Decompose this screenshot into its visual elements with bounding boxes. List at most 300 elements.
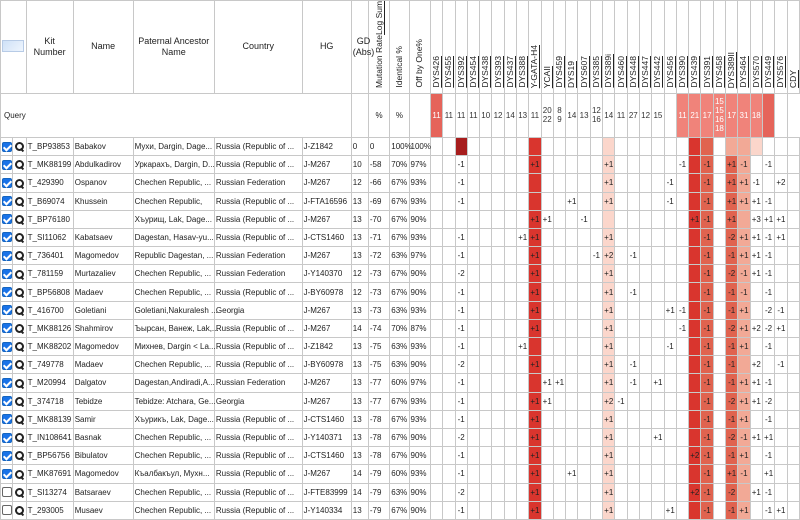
marker-diff-cell (627, 428, 639, 446)
table-row[interactable] (1, 156, 800, 174)
marker-diff-cell (443, 374, 455, 392)
identical-cell: 60% (390, 374, 409, 392)
magnifier-icon[interactable] (15, 197, 24, 206)
marker-diff-cell (775, 410, 787, 428)
row-checkbox[interactable] (2, 160, 12, 170)
row-checkbox[interactable] (2, 396, 12, 406)
marker-diff-cell: +1 (603, 301, 615, 319)
row-checkbox[interactable] (2, 433, 12, 443)
hg-header[interactable] (302, 1, 351, 94)
table-row[interactable] (1, 174, 800, 192)
marker-diff-cell (726, 137, 738, 155)
mutation-rate-cell: -75 (368, 338, 389, 356)
table-row[interactable] (1, 356, 800, 374)
marker-header-dys385[interactable] (590, 1, 602, 94)
marker-diff-cell (787, 501, 799, 519)
select-cell[interactable] (1, 374, 13, 392)
marker-diff-cell (553, 410, 565, 428)
details-cell[interactable] (12, 483, 26, 501)
marker-diff-cell: +1 (603, 156, 615, 174)
row-checkbox[interactable] (2, 287, 12, 297)
query-value-dys393 (492, 93, 504, 137)
magnifier-icon[interactable] (15, 451, 24, 460)
marker-diff-cell (529, 174, 541, 192)
marker-diff-cell: +1 (750, 483, 762, 501)
row-checkbox[interactable] (2, 178, 12, 188)
magnifier-icon[interactable] (15, 379, 24, 388)
marker-diff-cell (639, 228, 651, 246)
marker-diff-cell (762, 174, 774, 192)
marker-diff-cell (787, 228, 799, 246)
row-checkbox[interactable] (2, 305, 12, 315)
marker-diff-cell (664, 410, 676, 428)
marker-diff-cell: +1 (603, 447, 615, 465)
select-cell[interactable] (1, 210, 13, 228)
marker-diff-cell (676, 174, 688, 192)
row-checkbox[interactable] (2, 469, 12, 479)
marker-diff-cell (787, 283, 799, 301)
marker-diff-cell (603, 210, 615, 228)
off-by-one-cell: 100% (409, 137, 430, 155)
mutation-rate-cell: -74 (368, 319, 389, 337)
marker-diff-cell (566, 356, 578, 374)
magnifier-icon[interactable] (15, 233, 24, 242)
table-row[interactable] (1, 210, 800, 228)
select-cell[interactable] (1, 356, 13, 374)
marker-header-dys607[interactable] (578, 1, 590, 94)
name-cell: Shahmirov (73, 319, 133, 337)
name-header[interactable] (73, 1, 133, 94)
gd-cell: 13 (351, 338, 368, 356)
table-row[interactable] (1, 410, 800, 428)
magnifier-icon[interactable] (15, 342, 24, 351)
select-cell[interactable] (1, 283, 13, 301)
select-cell[interactable] (1, 338, 13, 356)
marker-label: DYS449 (763, 56, 774, 88)
marker-diff-cell: -1 (762, 228, 774, 246)
select-cell[interactable] (1, 428, 13, 446)
details-cell[interactable] (12, 210, 26, 228)
marker-diff-cell (541, 465, 553, 483)
query-value: 11 (444, 110, 454, 120)
magnifier-icon[interactable] (15, 270, 24, 279)
marker-diff-cell (713, 428, 725, 446)
mutation-rate-cell: -72 (368, 247, 389, 265)
marker-diff-cell (652, 392, 664, 410)
marker-diff-cell (541, 483, 553, 501)
magnifier-icon[interactable] (15, 215, 24, 224)
marker-diff-cell (467, 319, 479, 337)
details-cell[interactable] (12, 156, 26, 174)
magnifier-icon[interactable] (15, 251, 24, 260)
marker-diff-cell: -1 (726, 338, 738, 356)
hg-cell: J-M267 (302, 374, 351, 392)
marker-diff-cell (750, 501, 762, 519)
marker-header-dys438[interactable] (480, 1, 492, 94)
header-row (1, 1, 800, 94)
details-cell[interactable] (12, 356, 26, 374)
marker-diff-cell: +1 (738, 174, 750, 192)
table-row[interactable] (1, 228, 800, 246)
details-cell[interactable] (12, 228, 26, 246)
marker-header-dys458[interactable] (713, 1, 725, 94)
row-checkbox[interactable] (2, 269, 12, 279)
details-cell[interactable] (12, 338, 26, 356)
marker-diff-cell (553, 447, 565, 465)
marker-diff-cell (750, 301, 762, 319)
identical-header[interactable] (390, 1, 409, 94)
country-cell: Russia (Republic of ... (214, 465, 302, 483)
table-row[interactable] (1, 301, 800, 319)
row-checkbox[interactable] (2, 360, 12, 370)
table-row[interactable] (1, 319, 800, 337)
row-spacer (430, 392, 442, 410)
row-checkbox[interactable] (2, 378, 12, 388)
marker-header-cdy[interactable] (787, 1, 799, 94)
marker-diff-cell (566, 210, 578, 228)
magnifier-icon[interactable] (15, 488, 24, 497)
table-row[interactable] (1, 338, 800, 356)
marker-label: DYS391 (701, 56, 712, 88)
marker-diff-cell (517, 283, 529, 301)
marker-diff-cell (504, 265, 516, 283)
name-cell: Babakov (73, 137, 133, 155)
marker-header-dys576[interactable] (775, 1, 787, 94)
row-checkbox[interactable] (2, 451, 12, 461)
country-cell: Russian Federation (214, 247, 302, 265)
select-cell[interactable] (1, 228, 13, 246)
marker-diff-cell: -2 (726, 228, 738, 246)
marker-diff-cell (615, 137, 627, 155)
table-row[interactable] (1, 247, 800, 265)
kit-number-cell: T_MK88139 (26, 410, 73, 428)
magnifier-icon[interactable] (15, 415, 24, 424)
marker-diff-cell: -1 (664, 174, 676, 192)
kit-number-header[interactable] (26, 1, 73, 94)
table-row[interactable] (1, 392, 800, 410)
marker-diff-cell (775, 483, 787, 501)
marker-diff-cell (517, 265, 529, 283)
marker-diff-cell (480, 356, 492, 374)
marker-diff-cell (738, 483, 750, 501)
marker-diff-cell: +2 (689, 447, 701, 465)
marker-header-dys570[interactable] (750, 1, 762, 94)
marker-header-dys393[interactable] (492, 1, 504, 94)
marker-diff-cell (713, 137, 725, 155)
select-cell[interactable] (1, 465, 13, 483)
row-spacer (430, 356, 442, 374)
ancestor-cell: Chechen Republic, ... (133, 356, 214, 374)
table-row[interactable] (1, 374, 800, 392)
select-cell[interactable] (1, 301, 13, 319)
table-row[interactable] (1, 465, 800, 483)
magnifier-icon[interactable] (15, 397, 24, 406)
details-cell[interactable] (12, 428, 26, 446)
table-row[interactable] (1, 137, 800, 155)
marker-header-dys454[interactable] (467, 1, 479, 94)
marker-header-dys392[interactable] (455, 1, 467, 94)
marker-diff-cell: -1 (455, 319, 467, 337)
marker-diff-cell: +1 (541, 392, 553, 410)
gd-cell: 13 (351, 301, 368, 319)
marker-diff-cell: -1 (701, 465, 713, 483)
details-cell[interactable] (12, 137, 26, 155)
magnifier-icon[interactable] (15, 324, 24, 333)
name-cell: Madaev (73, 283, 133, 301)
marker-diff-cell (517, 501, 529, 519)
marker-diff-cell (578, 410, 590, 428)
gd-cell: 13 (351, 428, 368, 446)
magnifier-icon[interactable] (15, 179, 24, 188)
off-by-one-cell: 90% (409, 356, 430, 374)
marker-header-dys456[interactable] (664, 1, 676, 94)
marker-diff-cell (627, 319, 639, 337)
details-cell[interactable] (12, 301, 26, 319)
marker-diff-cell: +1 (738, 247, 750, 265)
marker-diff-cell (467, 483, 479, 501)
off-by-one-cell: 93% (409, 228, 430, 246)
marker-diff-cell (713, 501, 725, 519)
table-row[interactable] (1, 501, 800, 519)
marker-diff-cell: -1 (726, 501, 738, 519)
row-checkbox[interactable] (2, 196, 12, 206)
row-checkbox[interactable] (2, 505, 12, 515)
row-checkbox[interactable] (2, 214, 12, 224)
marker-header-dys442[interactable] (652, 1, 664, 94)
gd-cell: 13 (351, 447, 368, 465)
hg-cell: J-M267 (302, 301, 351, 319)
row-checkbox[interactable] (2, 142, 12, 152)
marker-diff-cell (492, 174, 504, 192)
marker-diff-cell (652, 301, 664, 319)
details-cell[interactable] (12, 465, 26, 483)
details-cell[interactable] (12, 447, 26, 465)
select-cell[interactable] (1, 265, 13, 283)
marker-diff-cell (492, 501, 504, 519)
marker-header-y-gata-h4[interactable] (529, 1, 541, 94)
magnifier-icon[interactable] (15, 360, 24, 369)
select-cell[interactable] (1, 156, 13, 174)
query-value: 17 (727, 110, 737, 120)
hg-cell: J-M267 (302, 210, 351, 228)
marker-diff-cell: +1 (738, 228, 750, 246)
marker-diff-cell (762, 137, 774, 155)
magnifier-icon[interactable] (15, 506, 24, 515)
magnifier-icon[interactable] (15, 433, 24, 442)
marker-header-dys389ii[interactable] (726, 1, 738, 94)
marker-diff-cell (566, 447, 578, 465)
row-spacer (430, 447, 442, 465)
name-cell: Khussein (73, 192, 133, 210)
marker-header-dys426[interactable] (430, 1, 442, 94)
marker-header-dys388[interactable] (517, 1, 529, 94)
marker-diff-cell: -1 (701, 301, 713, 319)
details-cell[interactable] (12, 319, 26, 337)
marker-diff-cell (787, 265, 799, 283)
marker-diff-cell: +1 (762, 210, 774, 228)
details-cell[interactable] (12, 283, 26, 301)
row-checkbox[interactable] (2, 232, 12, 242)
marker-diff-cell: -1 (738, 465, 750, 483)
marker-header-ycaii[interactable] (541, 1, 553, 94)
marker-label: DYS388 (517, 56, 528, 88)
marker-diff-cell (750, 283, 762, 301)
query-value-dys437 (504, 93, 516, 137)
country-cell: Russian Federation (214, 174, 302, 192)
details-cell[interactable] (12, 410, 26, 428)
table-row[interactable] (1, 192, 800, 210)
details-cell[interactable] (12, 374, 26, 392)
marker-header-dys437[interactable] (504, 1, 516, 94)
mutation-rate-cell: -71 (368, 228, 389, 246)
details-cell[interactable] (12, 501, 26, 519)
marker-diff-cell (504, 210, 516, 228)
marker-diff-cell (590, 374, 602, 392)
marker-diff-cell (443, 501, 455, 519)
marker-diff-cell (664, 265, 676, 283)
marker-diff-cell (713, 483, 725, 501)
name-cell: Tebidze (73, 392, 133, 410)
select-cell[interactable] (1, 319, 13, 337)
marker-diff-cell (578, 447, 590, 465)
magnifier-icon[interactable] (15, 470, 24, 479)
marker-diff-cell (676, 483, 688, 501)
marker-diff-cell (566, 428, 578, 446)
table-row[interactable] (1, 428, 800, 446)
marker-diff-cell: +1 (726, 192, 738, 210)
details-cell[interactable] (12, 247, 26, 265)
kit-number-cell: T_SI13274 (26, 483, 73, 501)
gd-cell: 13 (351, 192, 368, 210)
marker-diff-cell: -1 (701, 501, 713, 519)
row-checkbox[interactable] (2, 251, 12, 261)
marker-header-dys447[interactable] (639, 1, 651, 94)
off-by-one-cell: 97% (409, 156, 430, 174)
marker-diff-cell (443, 410, 455, 428)
select-cell[interactable] (1, 174, 13, 192)
marker-diff-cell (652, 410, 664, 428)
details-cell[interactable] (12, 174, 26, 192)
select-cell[interactable] (1, 447, 13, 465)
marker-diff-cell (443, 356, 455, 374)
magnifier-icon[interactable] (15, 160, 24, 169)
row-checkbox[interactable] (2, 342, 12, 352)
marker-header-dys449[interactable] (762, 1, 774, 94)
marker-diff-cell: -1 (738, 156, 750, 174)
magnifier-icon[interactable] (15, 288, 24, 297)
select-cell[interactable] (1, 192, 13, 210)
marker-diff-cell (443, 137, 455, 155)
marker-diff-cell (590, 319, 602, 337)
marker-header-dys455[interactable] (443, 1, 455, 94)
marker-diff-cell (541, 265, 553, 283)
row-checkbox[interactable] (2, 323, 12, 333)
row-checkbox[interactable] (2, 414, 12, 424)
marker-diff-cell (639, 210, 651, 228)
marker-header-dys464[interactable] (738, 1, 750, 94)
marker-header-dys389i[interactable] (603, 1, 615, 94)
gd-header[interactable] (351, 1, 375, 94)
details-cell[interactable] (12, 192, 26, 210)
marker-diff-cell: +1 (529, 501, 541, 519)
select-cell[interactable] (1, 137, 13, 155)
magnifier-icon[interactable] (15, 306, 24, 315)
marker-header-dys459[interactable] (553, 1, 565, 94)
marker-diff-cell: +1 (603, 192, 615, 210)
paternal-ancestor-header[interactable] (133, 1, 214, 94)
marker-header-dys448[interactable] (627, 1, 639, 94)
row-checkbox[interactable] (2, 487, 12, 497)
select-cell[interactable] (1, 410, 13, 428)
marker-diff-cell: +1 (517, 338, 529, 356)
marker-diff-cell (553, 137, 565, 155)
marker-header-dys460[interactable] (615, 1, 627, 94)
marker-diff-cell (492, 283, 504, 301)
details-cell[interactable] (12, 265, 26, 283)
marker-label: DYS456 (664, 56, 675, 88)
marker-diff-cell (713, 410, 725, 428)
marker-header-dys19[interactable] (566, 1, 578, 94)
country-header[interactable] (214, 1, 302, 94)
select-cell[interactable] (1, 483, 13, 501)
marker-diff-cell (738, 137, 750, 155)
magnifier-icon[interactable] (15, 142, 24, 151)
marker-diff-cell: -2 (726, 428, 738, 446)
marker-diff-cell (504, 356, 516, 374)
marker-diff-cell: +1 (603, 174, 615, 192)
query-value: 11 (457, 110, 466, 120)
table-row[interactable] (1, 483, 800, 501)
kit-number-cell: T_MK88199 (26, 156, 73, 174)
marker-diff-cell (578, 247, 590, 265)
marker-diff-cell (566, 410, 578, 428)
marker-diff-cell: -1 (455, 465, 467, 483)
query-value-dys454 (467, 93, 479, 137)
marker-diff-cell (578, 301, 590, 319)
gd-header-label: GD (Abs) (352, 35, 375, 57)
select-cell[interactable] (1, 247, 13, 265)
marker-diff-cell (578, 338, 590, 356)
off-by-one-header[interactable] (409, 1, 430, 94)
details-cell[interactable] (12, 392, 26, 410)
hg-cell: J-Z1842 (302, 338, 351, 356)
table-row[interactable] (1, 447, 800, 465)
query-value-dys389ii (726, 93, 738, 137)
marker-diff-cell (578, 265, 590, 283)
marker-diff-cell (517, 137, 529, 155)
marker-header-dys439[interactable] (689, 1, 701, 94)
marker-diff-cell (676, 465, 688, 483)
identical-cell: 67% (390, 447, 409, 465)
marker-diff-cell (443, 465, 455, 483)
marker-diff-cell: -1 (455, 392, 467, 410)
marker-diff-cell (590, 392, 602, 410)
marker-header-dys390[interactable] (676, 1, 688, 94)
marker-diff-cell (590, 428, 602, 446)
marker-diff-cell (529, 137, 541, 155)
marker-diff-cell (676, 428, 688, 446)
mutation-rate-cell: -78 (368, 447, 389, 465)
select-cell[interactable] (1, 501, 13, 519)
marker-header-dys391[interactable] (701, 1, 713, 94)
marker-diff-cell: +1 (750, 374, 762, 392)
marker-diff-cell (787, 465, 799, 483)
table-row[interactable] (1, 283, 800, 301)
select-cell[interactable] (1, 392, 13, 410)
table-row[interactable] (1, 265, 800, 283)
marker-diff-cell (504, 319, 516, 337)
log-sum-label: Log Sum (373, 1, 384, 36)
